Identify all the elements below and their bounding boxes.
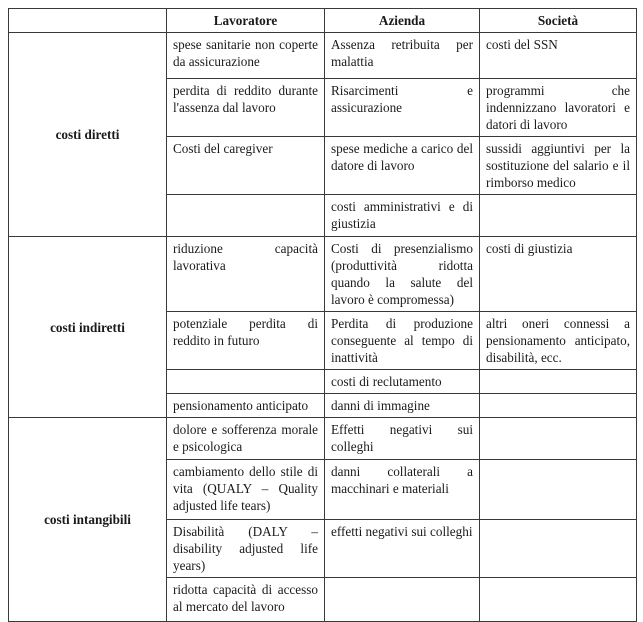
cell-societa	[480, 460, 637, 520]
group-label-costi-diretti: costi diretti	[9, 33, 167, 237]
cell-lavoratore: pensionamento anticipato	[167, 394, 325, 418]
cell-societa	[480, 195, 637, 237]
cell-societa	[480, 394, 637, 418]
cell-lavoratore	[167, 195, 325, 237]
table-row	[9, 418, 637, 460]
cell-azienda: costi amministrativi e di giustizia	[325, 195, 480, 237]
cell-lavoratore: potenziale perdita di reddito in futuro	[167, 312, 325, 370]
cell-societa: costi del SSN	[480, 33, 637, 79]
group-label-costi-indiretti: costi indiretti	[9, 237, 167, 418]
cell-azienda: spese mediche a carico del datore di lavoro	[325, 137, 480, 195]
cell-azienda: danni collaterali a macchinari e materiali	[325, 460, 480, 520]
cell-azienda: costi di reclutamento	[325, 370, 480, 394]
cell-azienda: effetti negativi sui colleghi	[325, 520, 480, 578]
table-row	[9, 237, 637, 312]
cell-lavoratore: ridotta capacità di accesso al mercato del lavoro	[167, 578, 325, 622]
cell-societa: sussidi aggiuntivi per la sostituzione del salario e il rimborso medico	[480, 137, 637, 195]
header-azienda: Azienda	[325, 9, 480, 33]
cell-azienda: Risarcimenti e assicurazione	[325, 79, 480, 137]
cell-societa	[480, 370, 637, 394]
cell-lavoratore: Costi del caregiver	[167, 137, 325, 195]
cell-azienda: danni di immagine	[325, 394, 480, 418]
table-row	[9, 33, 637, 79]
cell-societa	[480, 418, 637, 460]
cell-lavoratore: perdita di reddito durante l'assenza dal lavoro	[167, 79, 325, 137]
header-lavoratore: Lavoratore	[167, 9, 325, 33]
cell-societa: costi di giustizia	[480, 237, 637, 312]
cell-societa: programmi che indennizzano lavoratori e datori di lavoro	[480, 79, 637, 137]
cell-societa	[480, 578, 637, 622]
group-label-costi-intangibili: costi intangibili	[9, 418, 167, 622]
cell-lavoratore: dolore e sofferenza morale e psicologica	[167, 418, 325, 460]
cell-azienda: Costi di presenzialismo (produttività ridotta quando la salute del lavoro è compromessa)	[325, 237, 480, 312]
cell-azienda: Effetti negativi sui colleghi	[325, 418, 480, 460]
header-row	[9, 9, 637, 33]
cell-lavoratore	[167, 370, 325, 394]
cell-azienda	[325, 578, 480, 622]
header-empty	[9, 9, 167, 33]
cell-lavoratore: spese sanitarie non coperte da assicurazione	[167, 33, 325, 79]
cell-azienda: Perdita di produzione conseguente al tempo di inattività	[325, 312, 480, 370]
cell-societa	[480, 520, 637, 578]
cell-lavoratore: cambiamento dello stile di vita (QUALY – Quality adjusted life tears)	[167, 460, 325, 520]
cell-lavoratore: Disabilità (DALY – disability adjusted life years)	[167, 520, 325, 578]
cell-azienda: Assenza retribuita per malattia	[325, 33, 480, 79]
costs-table	[8, 8, 637, 622]
header-societa: Società	[480, 9, 637, 33]
cell-lavoratore: riduzione capacità lavorativa	[167, 237, 325, 312]
cell-societa: altri oneri connessi a pensionamento anticipato, disabilità, ecc.	[480, 312, 637, 370]
